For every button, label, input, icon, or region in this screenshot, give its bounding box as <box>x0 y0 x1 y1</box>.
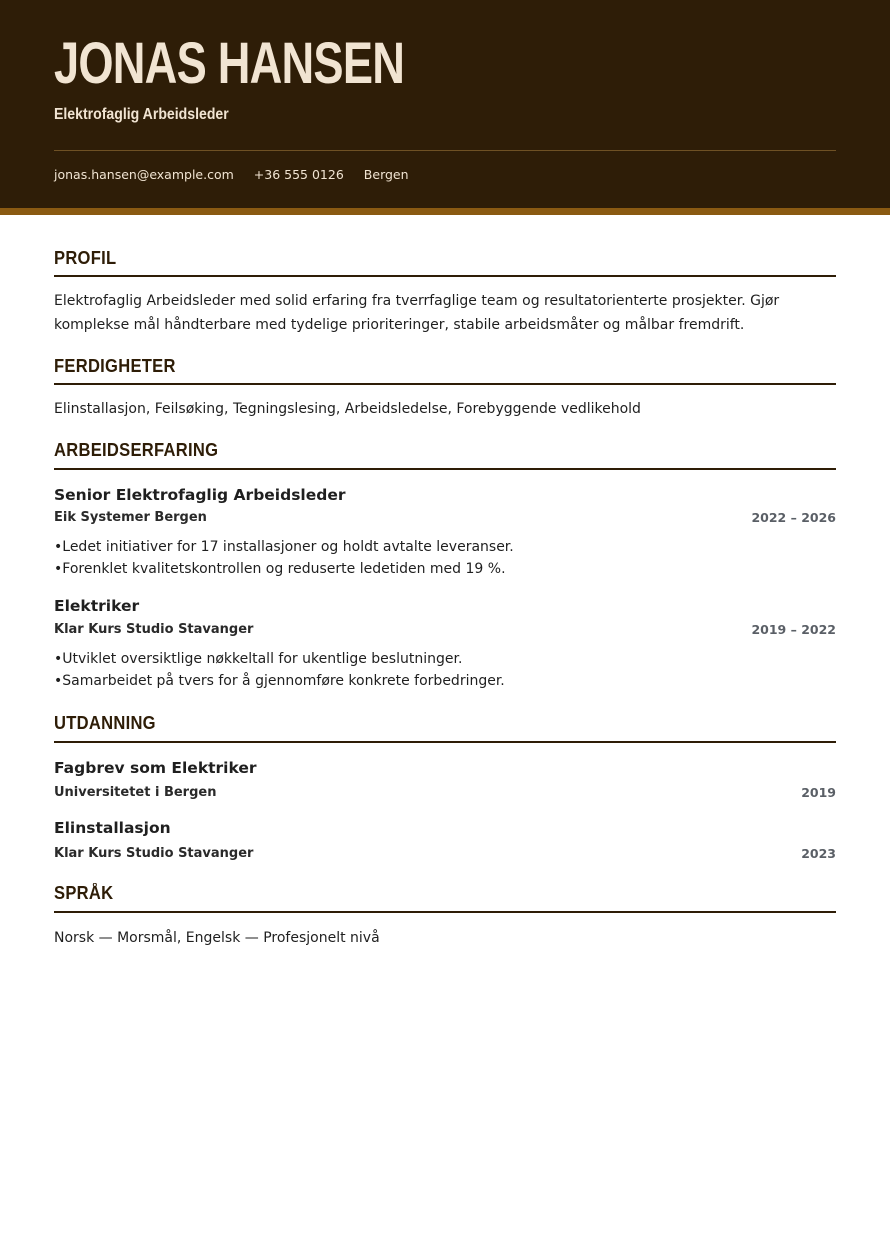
section-rule-profile <box>54 275 836 277</box>
list-item: • Samarbeidet på tvers for å gjennomføre konkrete forbedringer. <box>54 670 844 692</box>
header-accent-bar <box>0 208 890 215</box>
section-rule-skills <box>54 383 836 385</box>
experience-dates: 2022 – 2026 <box>751 510 836 525</box>
list-item: • Utviklet oversiktlige nøkkeltall for ukentlige beslutninger. <box>54 648 844 670</box>
education-year: 2023 <box>801 846 836 861</box>
list-item: • Ledet initiativer for 17 installasjoner og holdt avtalte leveranser. <box>54 536 844 558</box>
contact-city: Bergen <box>363 167 409 182</box>
experience-bullets <box>54 536 844 580</box>
section-title-experience: ARBEIDSERFARING <box>54 440 219 460</box>
contact-phone[interactable]: +36 555 0126 <box>253 167 344 182</box>
experience-company: Eik Systemer Bergen <box>54 510 207 525</box>
list-item: • Forenklet kvalitetskontrollen og reduserte ledetiden med 19 %. <box>54 558 844 580</box>
experience-title: Elektriker <box>54 597 140 615</box>
experience-company: Klar Kurs Studio Stavanger <box>54 622 254 637</box>
section-title-skills: FERDIGHETER <box>54 356 176 376</box>
section-rule-experience <box>54 468 836 470</box>
section-title-languages: SPRÅK <box>54 883 114 903</box>
resume-header <box>0 0 890 208</box>
candidate-name: JONAS HANSEN <box>54 31 405 96</box>
education-title: Elinstallasjon <box>54 819 171 837</box>
section-rule-education <box>54 741 836 743</box>
section-title-education: UTDANNING <box>54 713 156 733</box>
languages-text: Norsk — Morsmål, Engelsk — Profesjonelt nivå <box>54 930 380 946</box>
contact-line <box>54 166 409 184</box>
education-school: Klar Kurs Studio Stavanger <box>54 846 254 861</box>
candidate-role: Elektrofaglig Arbeidsleder <box>54 106 229 123</box>
skills-text: Elinstallasjon, Feilsøking, Tegningslesing, Arbeidsledelse, Forebyggende vedlikehold <box>54 401 641 417</box>
experience-dates: 2019 – 2022 <box>751 622 836 637</box>
contact-email[interactable]: jonas.hansen@example.com <box>54 167 234 182</box>
education-school: Universitetet i Bergen <box>54 785 217 800</box>
section-title-profile: PROFIL <box>54 248 117 268</box>
profile-text: Elektrofaglig Arbeidsleder med solid erfaring fra tverrfaglige team og resultatorienterte prosjekter. Gjør komplekse mål håndterbare med tydelige prioriteringer, stabile arbeidsmåter og målbar fremdrift. <box>54 293 780 333</box>
section-rule-languages <box>54 911 836 913</box>
experience-title: Senior Elektrofaglig Arbeidsleder <box>54 486 346 504</box>
experience-bullets <box>54 648 844 692</box>
header-divider <box>54 150 836 151</box>
education-title: Fagbrev som Elektriker <box>54 759 257 777</box>
education-year: 2019 <box>801 785 836 800</box>
